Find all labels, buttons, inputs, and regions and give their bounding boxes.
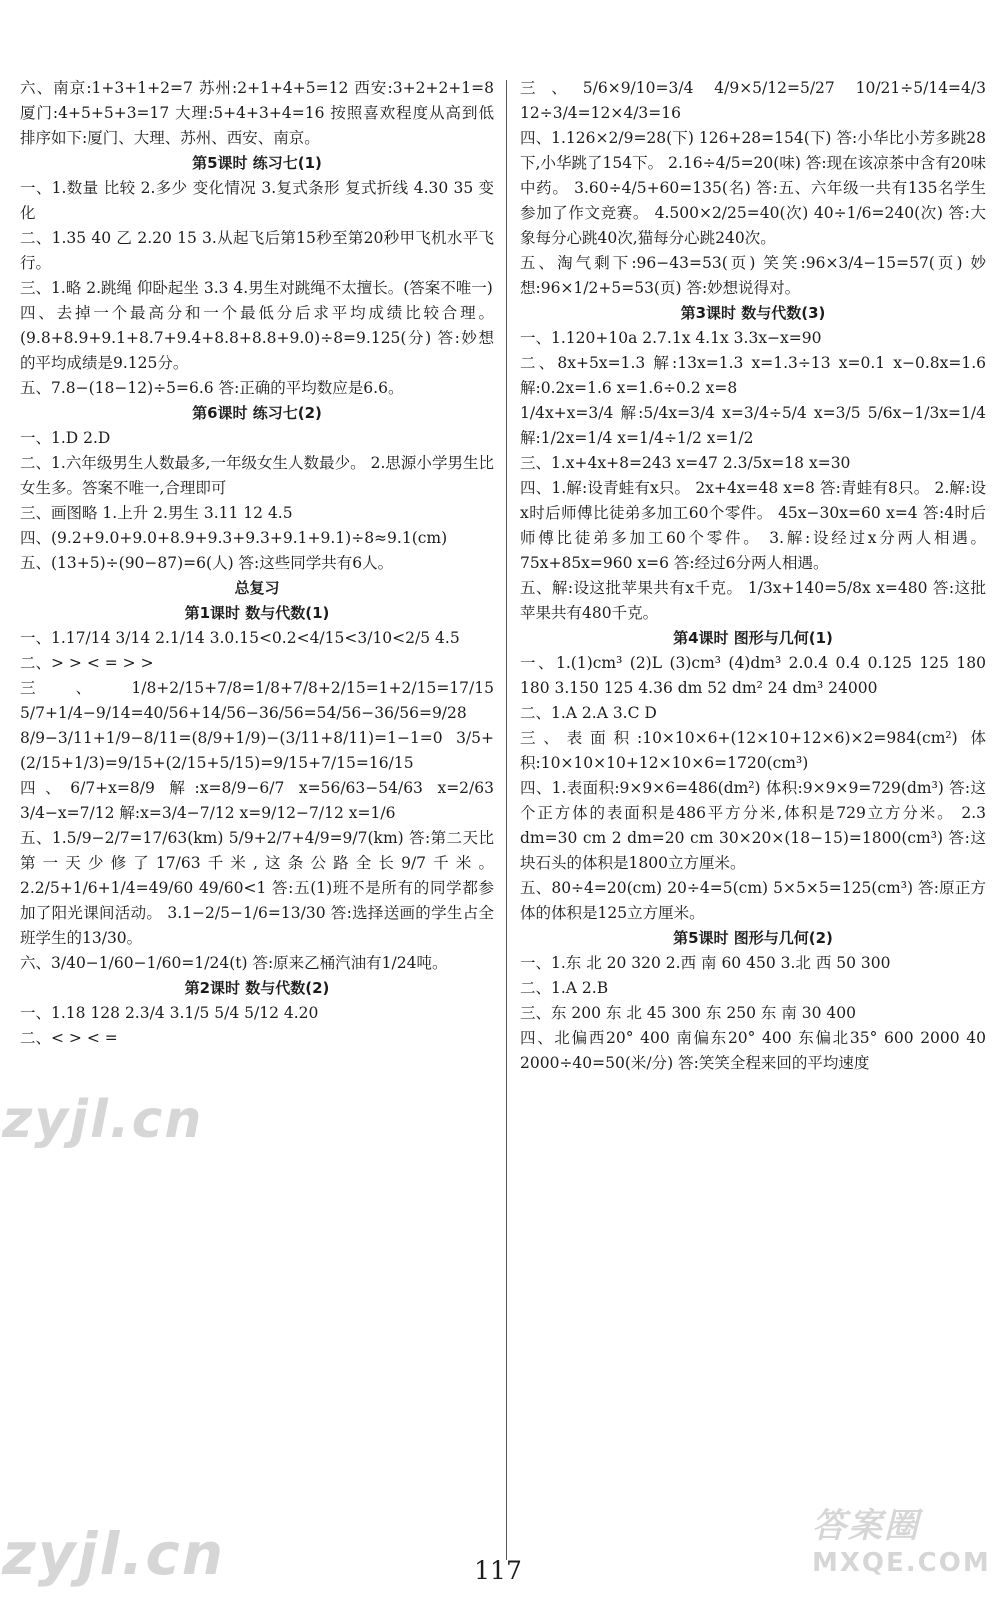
answer-paragraph: 六、3/40−1/60−1/60=1/24(t) 答:原来乙桶汽油有1/24吨。 — [20, 954, 448, 972]
section-heading: 第2课时 数与代数(2) — [184, 979, 330, 997]
answer-paragraph: 一、1.18 128 2.3/4 3.1/5 5/4 5/12 4.20 — [20, 1004, 319, 1022]
answer-paragraph: 二、> > < = > > — [20, 654, 154, 672]
answer-paragraph: 三、东 200 东 北 45 300 东 250 东 南 30 400 — [520, 1004, 856, 1022]
answer-paragraph: 三、1.略 2.跳绳 仰卧起坐 3.3 4.男生对跳绳不太擅长。(答案不唯一) — [20, 279, 493, 297]
answer-paragraph: 三、1.x+4x+8=243 x=47 2.3/5x=18 x=30 — [520, 454, 851, 472]
watermark-logo-2: zyjl.cn — [2, 1520, 226, 1588]
answer-paragraph: 四、(9.2+9.0+9.0+8.9+9.3+9.3+9.1+9.1)÷8≈9.1(cm) — [20, 529, 448, 547]
answer-paragraph: 四、1.解:设青蛙有x只。 2x+4x=48 x=8 答:青蛙有8只。 2.解:设x时后师傅比徒弟多加工60个零件。 45x−30x=60 x=4 答:4时后师傅比徒弟多加工60个零件。 3.解:设经过x分两人相遇。 75x+85x=960 x=6 答:经过6分两人相遇。 — [520, 479, 986, 572]
answer-paragraph: 四、6/7+x=8/9 解:x=8/9−6/7 x=56/63−54/63 x=2/63 3/4−x=7/12 解:x=3/4−7/12 x=9/12−7/12 x=1/6 — [20, 779, 494, 822]
watermark-logo-4: MXQE.COM — [812, 1548, 991, 1578]
answer-paragraph: 六、南京:1+3+1+2=7 苏州:2+1+4+5=12 西安:3+2+2+1=8 厦门:4+5+5+3=17 大理:5+4+3+4=16 按照喜欢程度从高到低排序如下:厦门、大理、苏州、西安、南京。 — [20, 79, 494, 147]
page-number: 117 — [474, 1556, 522, 1585]
answer-paragraph: 三、画图略 1.上升 2.男生 3.11 12 4.5 — [20, 504, 293, 522]
answer-paragraph: 五、7.8−(18−12)÷5=6.6 答:正确的平均数应是6.6。 — [20, 379, 404, 397]
answer-paragraph: 二、< > < = — [20, 1029, 118, 1047]
answer-paragraph: 四、北偏西20° 400 南偏东20° 400 东偏北35° 600 2000 40 2000÷40=50(米/分) 答:笑笑全程来回的平均速度 — [520, 1029, 986, 1072]
answer-paragraph: 四、1.表面积:9×9×6=486(dm²) 体积:9×9×9=729(dm³) 答:这个正方体的表面积是486平方分米,体积是729立方分米。 2.3 dm=30 cm 2 dm=20 cm 30×20×(18−15)=1800(cm³) 答:这块石头的体积是1800立方厘米。 — [520, 779, 986, 872]
answer-paragraph: 二、1.35 40 乙 2.20 15 3.从起飞后第15秒至第20秒甲飞机水平飞行。 — [20, 229, 494, 272]
section-heading: 第5课时 图形与几何(2) — [673, 929, 833, 947]
section-heading: 第3课时 数与代数(3) — [680, 304, 826, 322]
section-heading: 总复习 — [234, 579, 280, 597]
answer-paragraph: 二、1.A 2.B — [520, 979, 609, 997]
section-heading: 第1课时 数与代数(1) — [184, 604, 330, 622]
right-column — [520, 76, 986, 1076]
answer-paragraph: 一、1.120+10a 2.7.1x 4.1x 3.3x−x=90 — [520, 329, 822, 347]
answer-paragraph: 二、8x+5x=1.3 解:13x=1.3 x=1.3÷13 x=0.1 x−0.8x=1.6 解:0.2x=1.6 x=1.6÷0.2 x=8 — [520, 354, 986, 397]
answer-paragraph: 一、1.东 北 20 320 2.西 南 60 450 3.北 西 50 300 — [520, 954, 891, 972]
column-divider — [506, 80, 507, 1560]
section-heading: 第6课时 练习七(2) — [192, 404, 322, 422]
answer-paragraph: 二、1.六年级男生人数最多,一年级女生人数最少。 2.思源小学男生比女生多。答案不唯一,合理即可 — [20, 454, 494, 497]
answer-paragraph: 五、解:设这批苹果共有x千克。 1/3x+140=5/8x x=480 答:这批苹果共有480千克。 — [520, 579, 986, 622]
answer-paragraph: 五、80÷4=20(cm) 20÷4=5(cm) 5×5×5=125(cm³) 答:原正方体的体积是125立方厘米。 — [520, 879, 986, 922]
answer-paragraph: 五、(13+5)÷(90−87)=6(人) 答:这些同学共有6人。 — [20, 554, 394, 572]
answer-paragraph: 三、1/8+2/15+7/8=1/8+7/8+2/15=1+2/15=17/15 5/7+1/4−9/14=40/56+14/56−36/56=54/56−36/56=9/28 — [20, 679, 494, 722]
answer-paragraph: 三、5/6×9/10=3/4 4/9×5/12=5/27 10/21÷5/14=4/3 12÷3/4=12×4/3=16 — [520, 79, 986, 122]
answer-paragraph: 五、1.5/9−2/7=17/63(km) 5/9+2/7+4/9=9/7(km) 答:第二天比第一天少修了17/63千米,这条公路全长9/7千米。 2.2/5+1/6+1/4=49/60 49/60<1 答:五(1)班不是所有的同学都参加了阳光课间活动。 3.1−2/5−1/6=13/30 答:选择送画的学生占全班学生的13/30。 — [20, 829, 494, 947]
section-heading: 第5课时 练习七(1) — [192, 154, 322, 172]
answer-paragraph: 一、1.数量 比较 2.多少 变化情况 3.复式条形 复式折线 4.30 35 变化 — [20, 179, 494, 222]
answer-paragraph: 二、1.A 2.A 3.C D — [520, 704, 657, 722]
left-column — [20, 76, 494, 1051]
section-heading: 第4课时 图形与几何(1) — [673, 629, 833, 647]
answer-paragraph: 四、1.126×2/9=28(下) 126+28=154(下) 答:小华比小芳多跳28下,小华跳了154下。 2.16÷4/5=20(味) 答:现在该凉茶中含有20味中药。 3.60÷4/5+60=135(名) 答:五、六年级一共有135名学生参加了作文竞赛。 4.500×2/25=40(次) 40÷1/6=240(次) 答:大象每分心跳40次,猫每分心跳240次。 — [520, 129, 986, 247]
answer-paragraph: 一、1.17/14 3/14 2.1/14 3.0.15<0.2<4/15<3/10<2/5 4.5 — [20, 629, 460, 647]
answer-paragraph: 一、1.D 2.D — [20, 429, 111, 447]
watermark-logo-3: 答案圈 — [812, 1506, 920, 1546]
answer-paragraph: 一、1.(1)cm³ (2)L (3)cm³ (4)dm³ 2.0.4 0.4 0.125 125 180 180 3.150 125 4.36 dm 52 dm² 24 dm³ 24000 — [520, 654, 986, 697]
answer-paragraph: 8/9−3/11+1/9−8/11=(8/9+1/9)−(3/11+8/11)=1−1=0 3/5+(2/15+1/3)=9/15+(2/15+5/15)=9/15+7/15=16/15 — [20, 729, 494, 772]
answer-paragraph: 四、去掉一个最高分和一个最低分后求平均成绩比较合理。(9.8+8.9+9.1+8.7+9.4+8.8+8.8+9.0)÷8=9.125(分) 答:妙想的平均成绩是9.125分。 — [20, 304, 494, 372]
answer-paragraph: 五、淘气剩下:96−43=53(页) 笑笑:96×3/4−15=57(页) 妙想:96×1/2+5=53(页) 答:妙想说得对。 — [520, 254, 986, 297]
answer-paragraph: 1/4x+x=3/4 解:5/4x=3/4 x=3/4÷5/4 x=3/5 5/6x−1/3x=1/4 解:1/2x=1/4 x=1/4÷1/2 x=1/2 — [520, 404, 986, 447]
answer-paragraph: 三、表面积:10×10×6+(12×10+12×6)×2=984(cm²) 体积:10×10×10+12×10×6=1720(cm³) — [520, 729, 986, 772]
watermark-logo-1: zyjl.cn — [2, 1090, 204, 1150]
